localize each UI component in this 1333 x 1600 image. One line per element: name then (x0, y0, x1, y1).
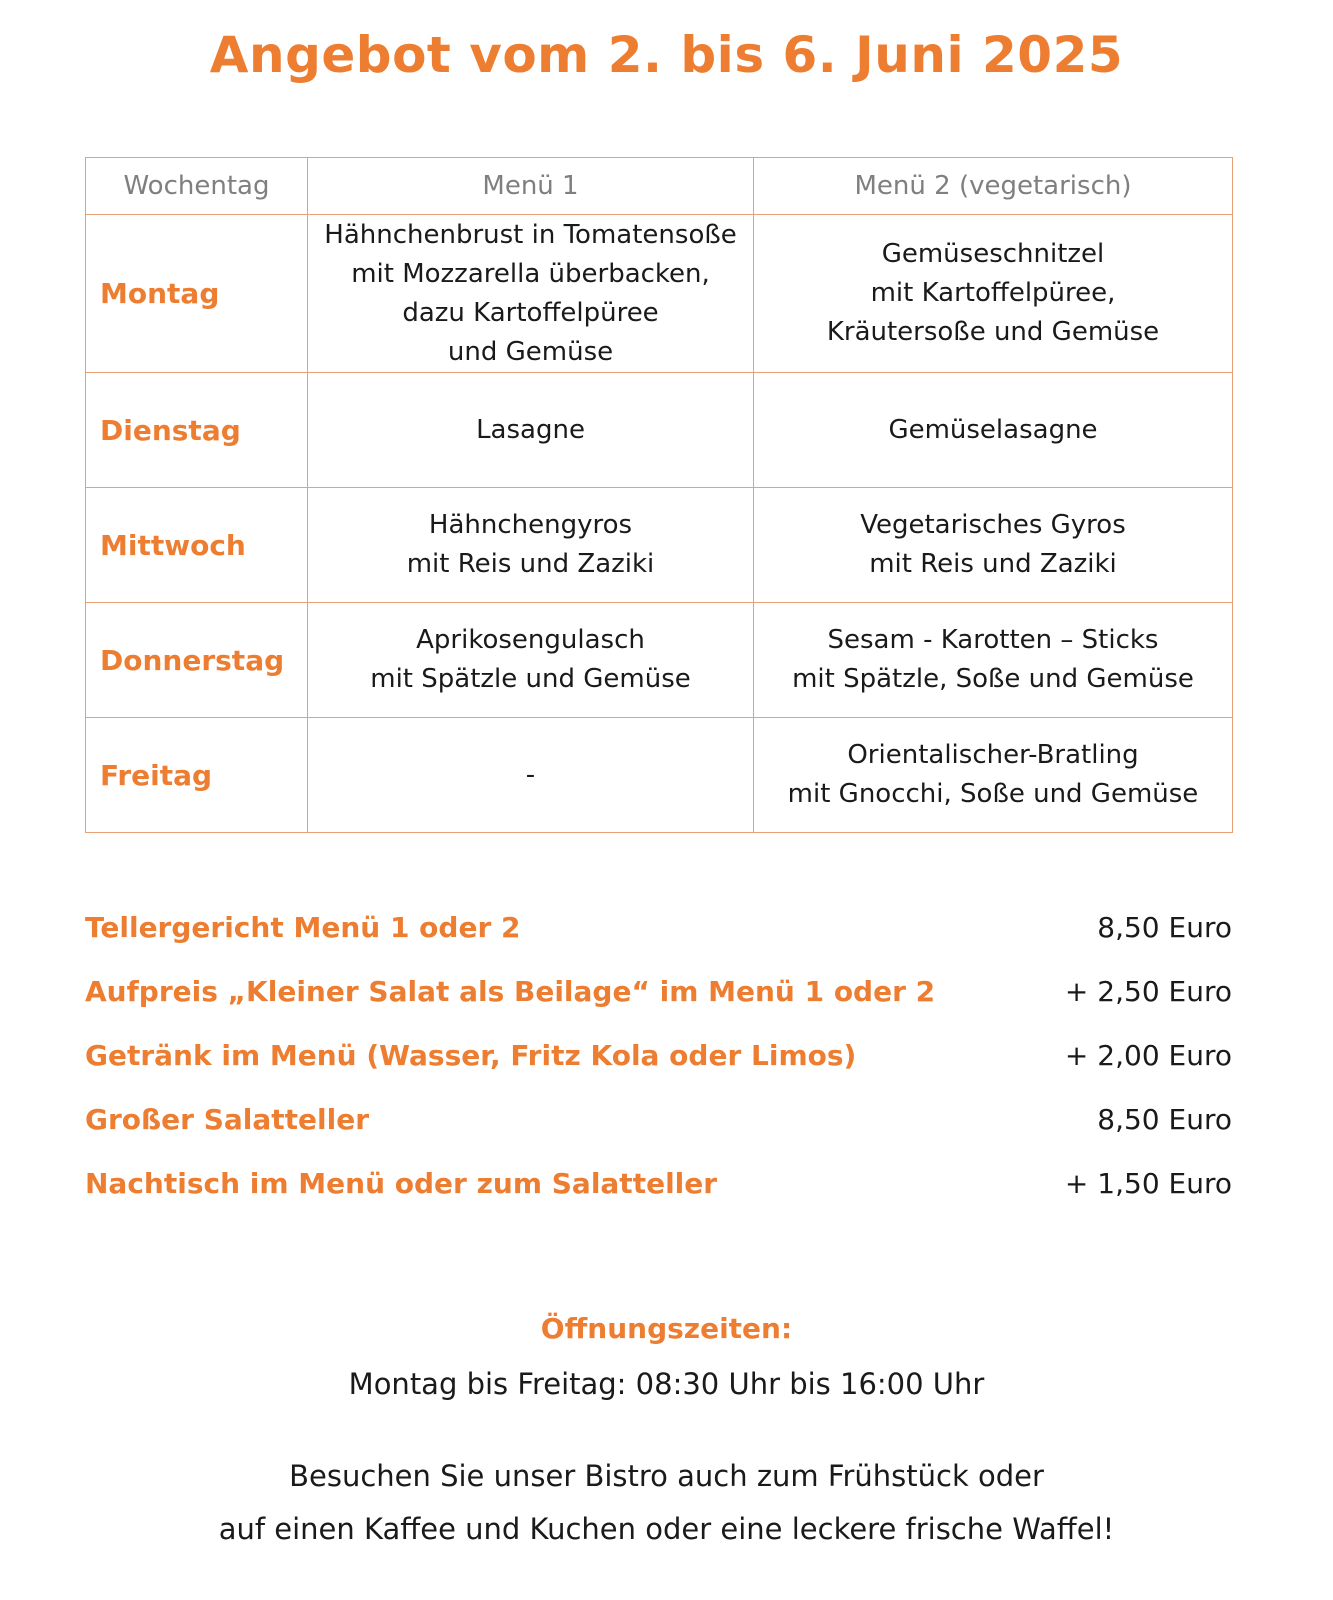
day-label: Dienstag (86, 373, 308, 488)
price-row (85, 895, 1232, 959)
price-label: Aufpreis „Kleiner Salat als Beilage“ im Menü 1 oder 2 (85, 974, 936, 1008)
table-row (86, 488, 1233, 603)
menu-1-cell (308, 215, 754, 373)
page-title: Angebot vom 2. bis 6. Juni 2025 (209, 26, 1124, 84)
header-weekday: Wochentag (86, 158, 308, 215)
menu-2-cell (754, 215, 1233, 373)
price-row (85, 1151, 1232, 1215)
day-label: Mittwoch (86, 488, 308, 603)
dish-text: Gemüseschnitzel mit Kartoffelpüree, Kräutersoße und Gemüse (826, 239, 1160, 347)
menu-2-cell (754, 488, 1233, 603)
price-label: Getränk im Menü (Wasser, Fritz Kola oder Limos) (85, 1038, 857, 1072)
menu-1-cell (308, 373, 754, 488)
table-row (86, 373, 1233, 488)
promo-text (0, 1450, 1333, 1556)
menu-2-cell (754, 718, 1233, 833)
dish-text: Lasagne (476, 414, 585, 445)
price-row (85, 1023, 1232, 1087)
price-value: + 2,00 Euro (1064, 1038, 1232, 1072)
price-value: 8,50 Euro (1097, 1102, 1232, 1136)
day-label: Montag (86, 215, 308, 373)
day-label: Freitag (86, 718, 308, 833)
promo-line-2: auf einen Kaffee und Kuchen oder eine leckere frische Waffel! (218, 1512, 1115, 1546)
menu-2-cell (754, 373, 1233, 488)
dish-text: Gemüselasagne (888, 414, 1098, 445)
price-value: 8,50 Euro (1097, 910, 1232, 944)
dish-text: Hähnchenbrust in Tomatensoße mit Mozzarella überbacken, dazu Kartoffelpüree und Gemüse (324, 219, 737, 367)
dish-text: Orientalischer-Bratling mit Gnocchi, Soße und Gemüse (787, 740, 1199, 809)
dish-text: Vegetarisches Gyros mit Reis und Zaziki (860, 510, 1126, 579)
price-row (85, 1087, 1232, 1151)
price-value: + 2,50 Euro (1064, 974, 1232, 1008)
opening-hours-heading: Öffnungszeiten: (540, 1312, 793, 1345)
dish-text: Sesam - Karotten – Sticks mit Spätzle, Soße und Gemüse (792, 625, 1194, 694)
header-menu-2: Menü 2 (vegetarisch) (754, 158, 1233, 215)
dish-text: Hähnchengyros mit Reis und Zaziki (406, 510, 655, 579)
promo-line-1: Besuchen Sie unser Bistro auch zum Frühstück oder (289, 1459, 1044, 1493)
table-row (86, 215, 1233, 373)
table-header-row (86, 158, 1233, 215)
opening-hours-text: Montag bis Freitag: 08:30 Uhr bis 16:00 Uhr (348, 1367, 985, 1401)
menu-2-cell (754, 603, 1233, 718)
price-label: Nachtisch im Menü oder zum Salatteller (85, 1166, 718, 1200)
price-label: Tellergericht Menü 1 oder 2 (85, 910, 521, 944)
menu-table (85, 157, 1233, 833)
menu-1-cell (308, 603, 754, 718)
day-label: Donnerstag (86, 603, 308, 718)
header-menu-1: Menü 1 (308, 158, 754, 215)
table-row (86, 603, 1233, 718)
price-label: Großer Salatteller (85, 1102, 370, 1136)
menu-1-cell (308, 488, 754, 603)
dish-text: Aprikosengulasch mit Spätzle und Gemüse (370, 625, 691, 694)
price-value: + 1,50 Euro (1064, 1166, 1232, 1200)
price-row (85, 959, 1232, 1023)
price-list (85, 895, 1232, 1215)
menu-1-cell (308, 718, 754, 833)
dish-text: - (525, 759, 536, 790)
table-row (86, 718, 1233, 833)
